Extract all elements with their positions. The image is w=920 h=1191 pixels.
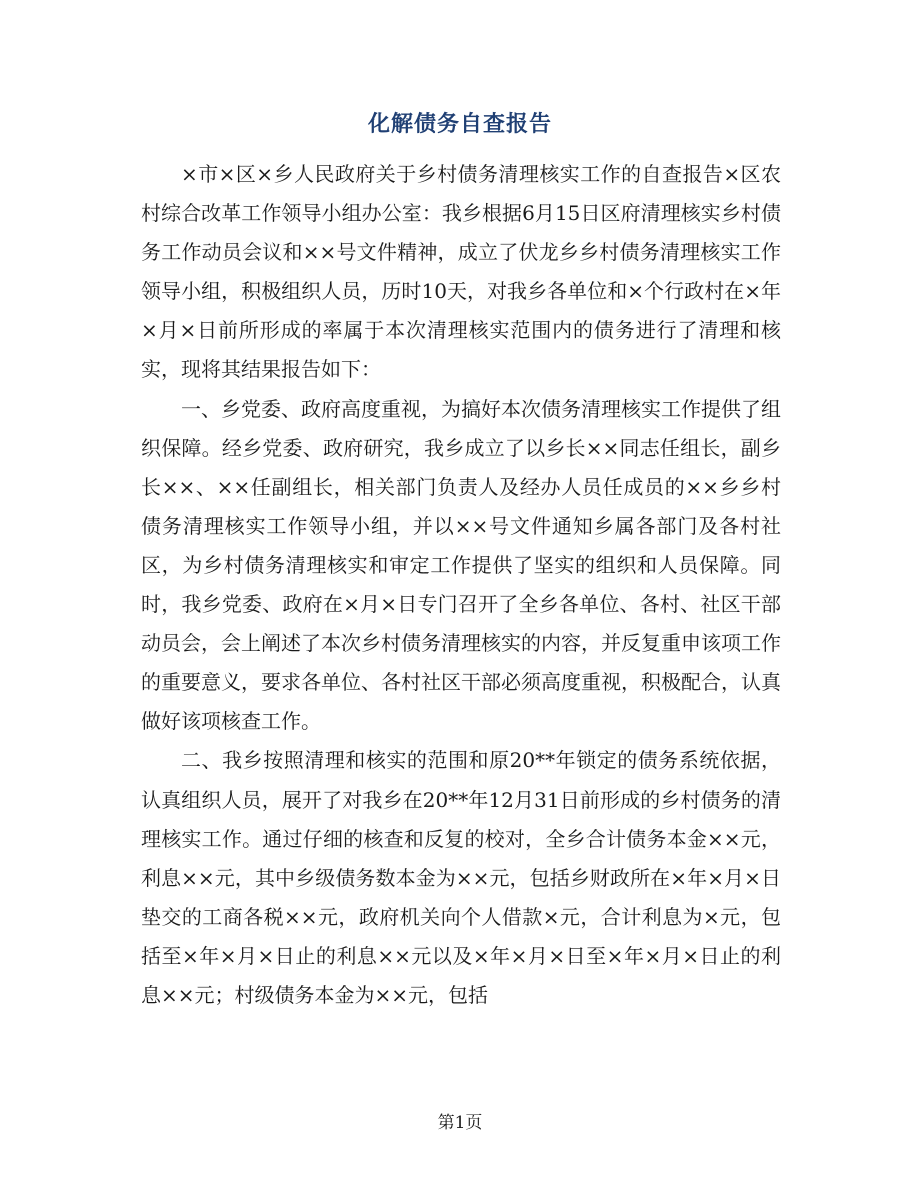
document-body: [141, 155, 781, 1015]
page-number: 第1页: [437, 1113, 483, 1133]
paragraph-section-one: 一、乡党委、政府高度重视，为搞好本次债务清理核实工作提供了组织保障。经乡党委、政府研究，我乡成立了以乡长××同志任组长，副乡长××、××任副组长，相关部门负责人及经办人员任成员的××乡乡村债务清理核实工作领导小组，并以××号文件通知乡属各部门及各村社区，为乡村债务清理核实和审定工作提供了坚实的组织和人员保障。同时，我乡党委、政府在×月×日专门召开了全乡各单位、各村、社区干部动员会，会上阐述了本次乡村债务清理核实的内容，并反复重申该项工作的重要意义，要求各单位、各村社区干部必须高度重视，积极配合，认真做好该项核查工作。: [141, 396, 781, 734]
document-title: 化解债务自查报告: [367, 111, 552, 137]
paragraph-intro: ×市×区×乡人民政府关于乡村债务清理核实工作的自查报告×区农村综合改革工作领导小组办公室：我乡根据6月15日区府清理核实乡村债务工作动员会议和××号文件精神，成立了伏龙乡乡村债务清理核实工作领导小组，积极组织人员，历时10天，对我乡各单位和×个行政村在×年×月×日前所形成的率属于本次清理核实范围内的债务进行了清理和核实，现将其结果报告如下：: [141, 162, 781, 382]
paragraph-section-two: 二、我乡按照清理和核实的范围和原20**年锁定的债务系统依据，认真组织人员，展开了对我乡在20**年12月31日前形成的乡村债务的清理核实工作。通过仔细的核查和反复的校对，全乡合计债务本金××元，利息××元，其中乡级债务数本金为××元，包括乡财政所在×年×月×日垫交的工商各税××元，政府机关向个人借款×元，合计利息为×元，包括至×年×月×日止的利息××元以及×年×月×日至×年×月×日止的利息××元；村级债务本金为××元，包括: [141, 748, 781, 1007]
